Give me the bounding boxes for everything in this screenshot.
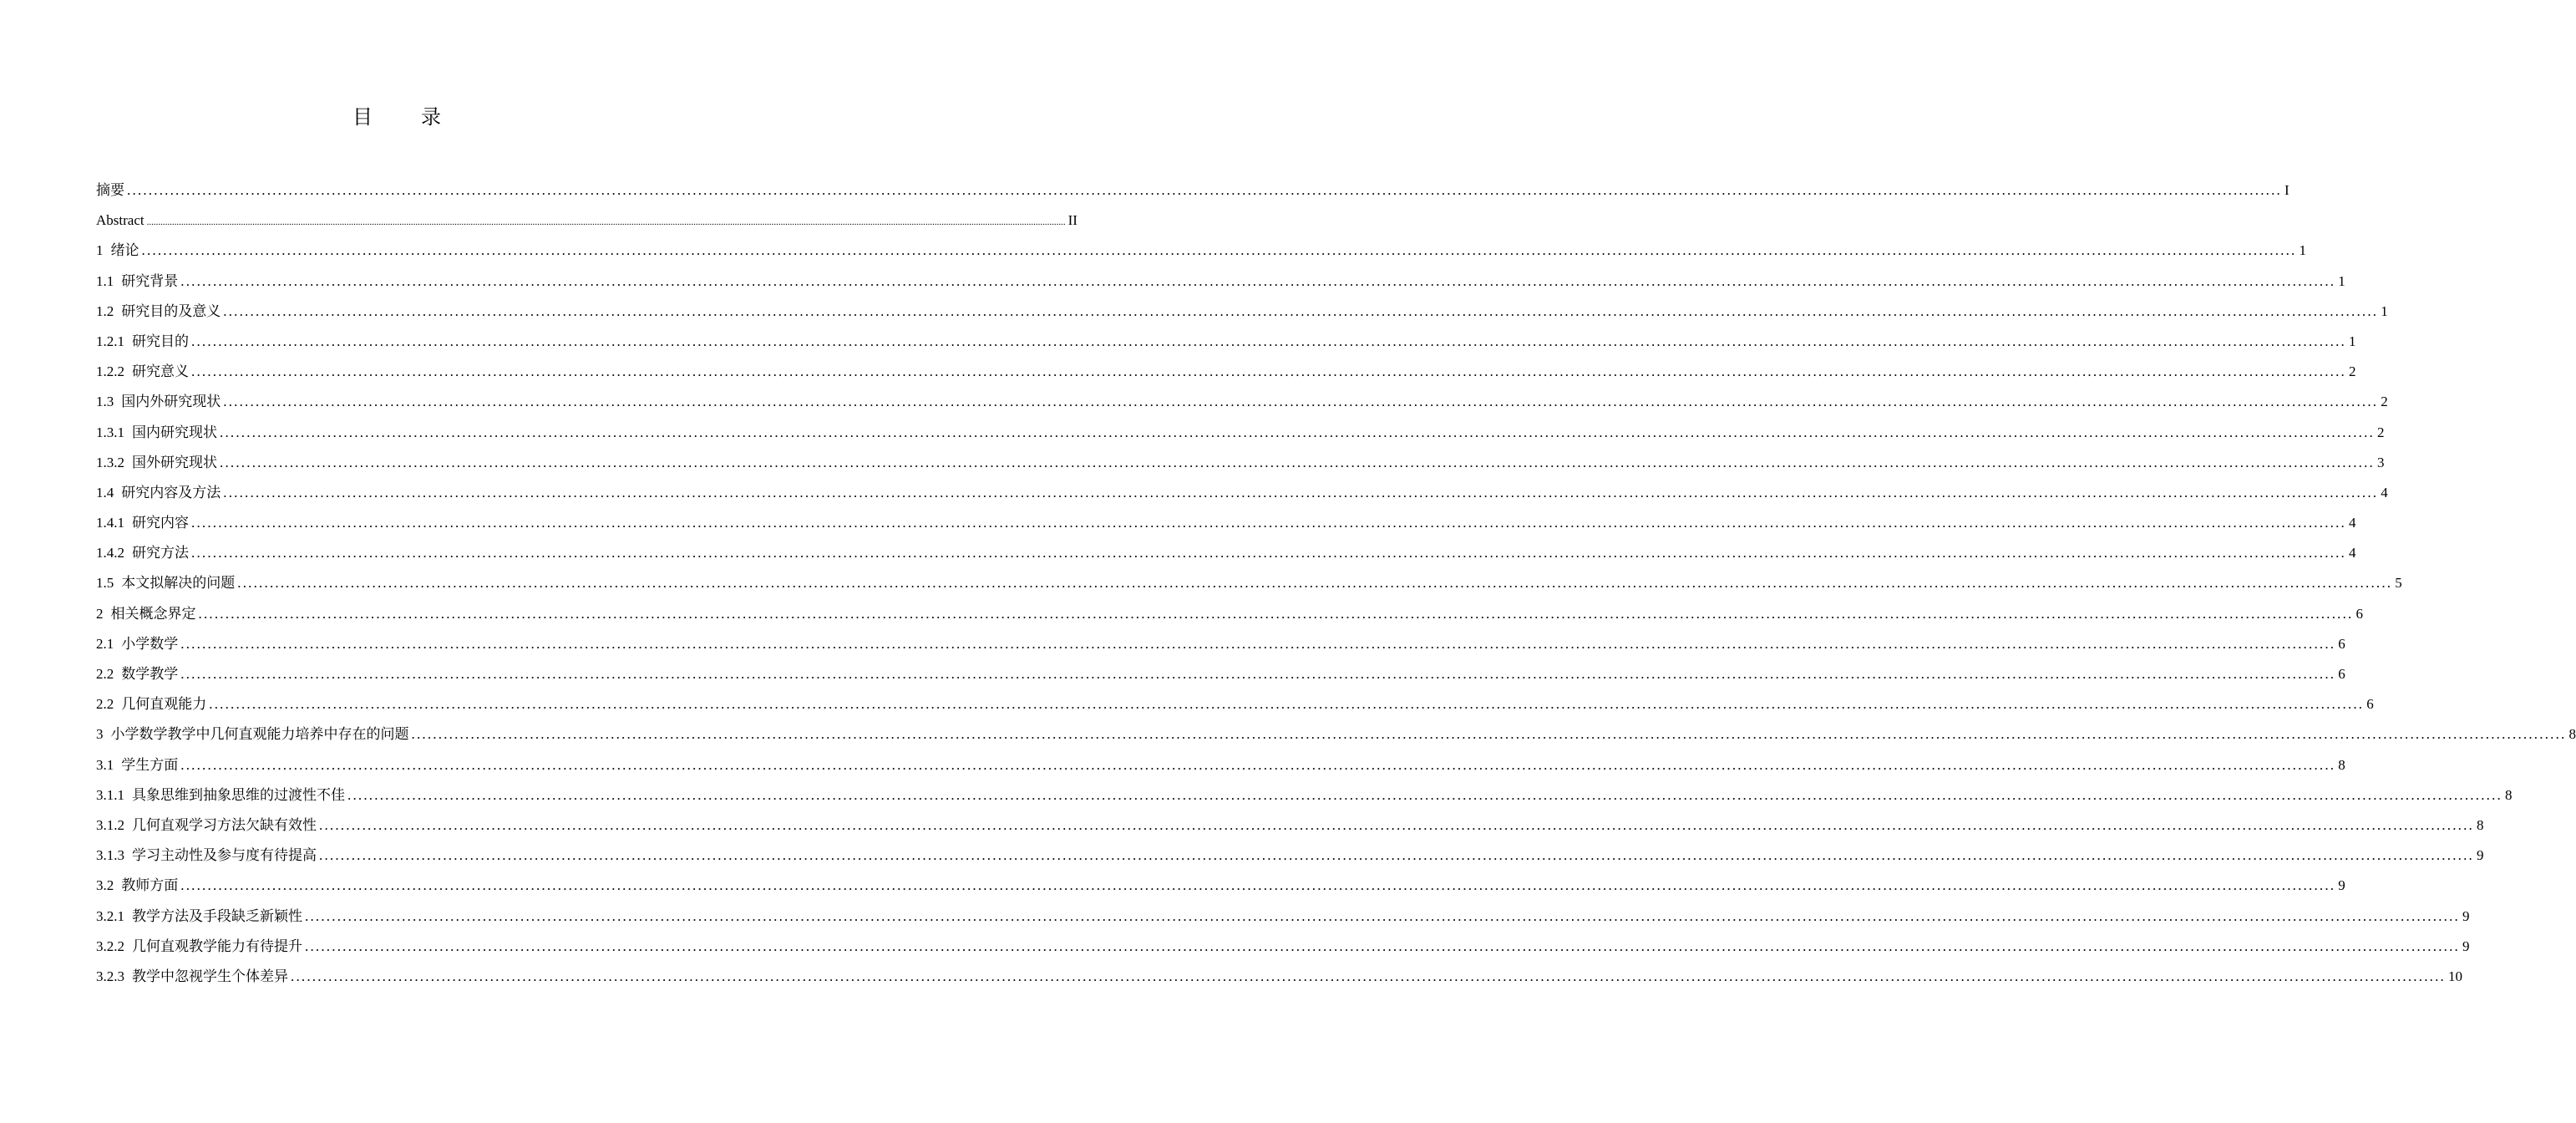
toc-entry-page-number: 4 (2349, 545, 2356, 562)
toc-entry-number: 1.3 (96, 394, 114, 410)
toc-leader-dots: ................................................................................................................................................................................................................................................................................................................................................................................................................ (291, 968, 2446, 984)
toc-leader-dots: ................................................................................................................................................................................................................................................................................................................................................................................................................ (180, 666, 2336, 682)
toc-entry-page-number: 6 (2355, 605, 2363, 622)
toc-entry-label: 教学中忽视学生个体差异 (132, 968, 288, 984)
toc-entry-label: 具象思维到抽象思维的过渡性不佳 (132, 786, 345, 803)
toc-entry-page-number: 1 (2338, 272, 2345, 289)
toc-entry-page-number: 9 (2462, 938, 2470, 954)
toc-entry-number: 3.2.1 (96, 907, 124, 924)
toc-entry-label: 国内研究现状 (132, 424, 217, 440)
toc-entry-page-number: 1 (2299, 242, 2306, 259)
toc-entry[interactable] (96, 206, 1078, 236)
toc-leader-dots: ................................................................................................................................................................................................................................................................................................................................................................................................................ (319, 847, 2474, 864)
toc-leader-dots: ................................................................................................................................................................................................................................................................................................................................................................................................................ (223, 394, 2379, 410)
toc-leader-dots: ................................................................................................................................................................................................................................................................................................................................................................................................................ (411, 726, 2567, 743)
toc-leader-dots: ................................................................................................................................................................................................................................................................................................................................................................................................................ (237, 575, 2393, 592)
toc-entry-label: 国外研究现状 (132, 454, 217, 470)
toc-entry-page-number: 4 (2349, 515, 2356, 531)
toc-entry-page-number: 9 (2477, 847, 2484, 864)
toc-entry-label: 教师方面 (121, 877, 179, 894)
toc-entry-page-number: 1 (2349, 333, 2356, 349)
toc-leader-dots: ................................................................................................................................................................................................................................................................................................................................................................................................................ (305, 907, 2460, 924)
toc-entry[interactable] (96, 175, 2289, 206)
toc-leader-dots: ................................................................................................................................................................................................................................................................................................................................................................................................................ (319, 816, 2474, 833)
toc-entry-number: 3.2.2 (96, 938, 124, 954)
toc-entry[interactable] (96, 387, 2388, 417)
toc-leader-dots: ................................................................................................................................................................................................................................................................................................................................................................................................................ (180, 272, 2336, 289)
toc-leader-dots: ................................................................................................................................................................................................................................................................................................................................................................................................................ (180, 635, 2336, 652)
toc-entry-number: 3.2 (96, 877, 114, 894)
toc-entry-number: 1.2.2 (96, 363, 124, 380)
toc-entry-number: 3.1.3 (96, 847, 124, 864)
toc-entry-label: Abstract (96, 212, 145, 229)
toc-entry[interactable] (96, 659, 2345, 689)
toc-entry-number: 3.1 (96, 756, 114, 773)
toc-entry-page-number: 9 (2338, 877, 2345, 894)
toc-entry-label: 研究方法 (132, 545, 189, 562)
toc-entry-page-number: 2 (2377, 424, 2385, 440)
toc-entry-page-number: 10 (2448, 968, 2462, 984)
toc-entry-page-number: 3 (2377, 454, 2385, 470)
toc-entry-number: 3.1.2 (96, 816, 124, 833)
toc-entry-number: 3.1.1 (96, 786, 124, 803)
toc-entry-number: 2.1 (96, 635, 114, 652)
toc-leader-dots: ................................................................................................................................................................................................................................................................................................................................................................................................................ (305, 938, 2460, 954)
toc-entry[interactable] (96, 932, 2470, 962)
toc-entry-number: 3 (96, 726, 104, 743)
toc-entry-number: 1.5 (96, 575, 114, 592)
toc-entry-label: 研究目的及意义 (121, 302, 221, 319)
toc-entry-number: 1.2.1 (96, 333, 124, 349)
toc-entry-page-number: 5 (2395, 575, 2402, 592)
toc-entry-page-number: 6 (2338, 635, 2345, 652)
toc-entry[interactable] (96, 327, 2356, 357)
toc-leader-dots: ................................................................................................................................................................................................................................................................................................................................................................................................................ (127, 182, 2282, 198)
toc-entry-label: 本文拟解决的问题 (121, 575, 236, 592)
toc-entry-label: 小学数学 (121, 635, 179, 652)
toc-entry-number: 2 (96, 605, 104, 622)
toc-entry-label: 绪论 (110, 242, 139, 259)
toc-entry[interactable] (96, 629, 2345, 659)
toc-leader-dots: ................................................................................................................................................................................................................................................................................................................................................................................................................ (220, 454, 2375, 470)
toc-entry[interactable] (96, 478, 2388, 508)
toc-leader-dots: ................................................................................................................................................................................................................................................................................................................................................................................................................ (180, 756, 2336, 773)
toc-title: 目 录 (352, 107, 463, 129)
toc-entry[interactable] (96, 810, 2484, 841)
toc-entry-page-number: 8 (2505, 786, 2513, 803)
toc-entry-page-number: 4 (2381, 484, 2388, 501)
toc-leader-dots: ................................................................................................................................................................................................................................................................................................................................................................................................................ (198, 605, 2354, 622)
toc-entry[interactable] (96, 448, 2385, 478)
toc-entry-number: 1.3.1 (96, 424, 124, 440)
toc-leader-dots: ................................................................................................................................................................................................................................................................................................................................................................................................................ (347, 786, 2502, 803)
toc-entry[interactable] (96, 871, 2345, 901)
toc-entry-number: 1.4 (96, 484, 114, 501)
toc-entry-number: 2.2 (96, 666, 114, 682)
toc-entry-label: 教学方法及手段缺乏新颖性 (132, 907, 302, 924)
toc-entry[interactable] (96, 568, 2402, 598)
toc-entry-label: 研究背景 (121, 272, 179, 289)
toc-leader-dots: ................................................................................................................................................................................................................................................................................................................................................................................................................ (141, 242, 2297, 259)
toc-entry-label: 几何直观能力 (121, 696, 207, 713)
toc-entry-page-number: I (2284, 182, 2289, 198)
toc-leader-dots: ................................................................................................................................................................................................................................................................................................................................................................................................................ (220, 424, 2375, 440)
toc-entry-label: 摘要 (96, 182, 124, 198)
toc-leader-dots: ................................................................................................................................................................................................................................................................................................................................................................................................................ (191, 333, 2346, 349)
toc-entry-label: 研究意义 (132, 363, 189, 380)
toc-entry-label: 研究目的 (132, 333, 189, 349)
toc-entry-label: 学生方面 (121, 756, 179, 773)
toc-leader-dots: ................................................................................................................................................................................................................................................................................................................................................................................................................ (209, 696, 2365, 713)
toc-entry[interactable] (96, 962, 2462, 992)
toc-entry[interactable] (96, 267, 2345, 297)
toc-entry-page-number: 8 (2338, 756, 2345, 773)
toc-entry-page-number: 9 (2462, 907, 2470, 924)
toc-entry-label: 研究内容及方法 (121, 484, 221, 501)
table-of-contents (96, 175, 2576, 992)
toc-leader-dots: ................................................................................................................................................................................................................................................................................................................................................................................................................ (191, 515, 2346, 531)
toc-entry-page-number: 8 (2477, 816, 2484, 833)
toc-entry-page-number: II (1067, 212, 1078, 229)
toc-entry[interactable] (96, 719, 2576, 750)
toc-entry[interactable] (96, 357, 2356, 387)
toc-entry[interactable] (96, 508, 2356, 538)
toc-leader-dots: ................................................................................................................................................................................................................................................................................................................................................................................................................ (191, 545, 2346, 562)
toc-leader-dots: ................................................................................................................................................................................................................................................................................................................................................................................................................ (180, 877, 2336, 894)
toc-entry-number: 1.1 (96, 272, 114, 289)
toc-entry-page-number: 2 (2381, 394, 2388, 410)
toc-entry[interactable] (96, 750, 2345, 780)
toc-leader-dots: ................................................................................................................................................................................................................................................................................................................................................................................................................ (191, 363, 2346, 380)
toc-entry-label: 几何直观教学能力有待提升 (132, 938, 302, 954)
toc-entry-page-number: 2 (2349, 363, 2356, 380)
toc-entry[interactable] (96, 841, 2484, 871)
toc-entry[interactable] (96, 538, 2356, 568)
toc-entry[interactable] (96, 780, 2513, 810)
toc-entry-number: 1.4.2 (96, 545, 124, 562)
toc-entry-label: 研究内容 (132, 515, 189, 531)
toc-leader-dots: ................................................................................................................................................................................................................................................................................................................................................................................................................ (223, 484, 2379, 501)
toc-entry-label: 国内外研究现状 (121, 394, 221, 410)
toc-entry-label: 学习主动性及参与度有待提高 (132, 847, 317, 864)
toc-entry-label: 数学教学 (121, 666, 179, 682)
toc-entry[interactable] (96, 236, 2306, 266)
toc-entry-number: 3.2.3 (96, 968, 124, 984)
toc-entry-number: 1 (96, 242, 104, 259)
toc-entry[interactable] (96, 297, 2388, 327)
toc-entry[interactable] (96, 599, 2363, 629)
toc-entry-number: 1.3.2 (96, 454, 124, 470)
toc-leader-dots: ................................................................................................................................................................................................................................................................................................................................................................................................................ (146, 217, 1066, 228)
toc-entry[interactable] (96, 689, 2374, 719)
toc-entry-number: 2.2 (96, 696, 114, 713)
toc-entry-label: 相关概念界定 (110, 605, 196, 622)
toc-leader-dots: ................................................................................................................................................................................................................................................................................................................................................................................................................ (223, 302, 2379, 319)
toc-entry-page-number: 6 (2366, 696, 2374, 713)
toc-entry[interactable] (96, 902, 2470, 932)
toc-entry-number: 1.2 (96, 302, 114, 319)
toc-entry-page-number: 1 (2381, 302, 2388, 319)
toc-entry-label: 几何直观学习方法欠缺有效性 (132, 816, 317, 833)
toc-entry-number: 1.4.1 (96, 515, 124, 531)
toc-entry-page-number: 8 (2568, 726, 2576, 743)
toc-entry[interactable] (96, 418, 2385, 448)
toc-entry-label: 小学数学教学中几何直观能力培养中存在的问题 (110, 726, 409, 743)
toc-entry-page-number: 6 (2338, 666, 2345, 682)
